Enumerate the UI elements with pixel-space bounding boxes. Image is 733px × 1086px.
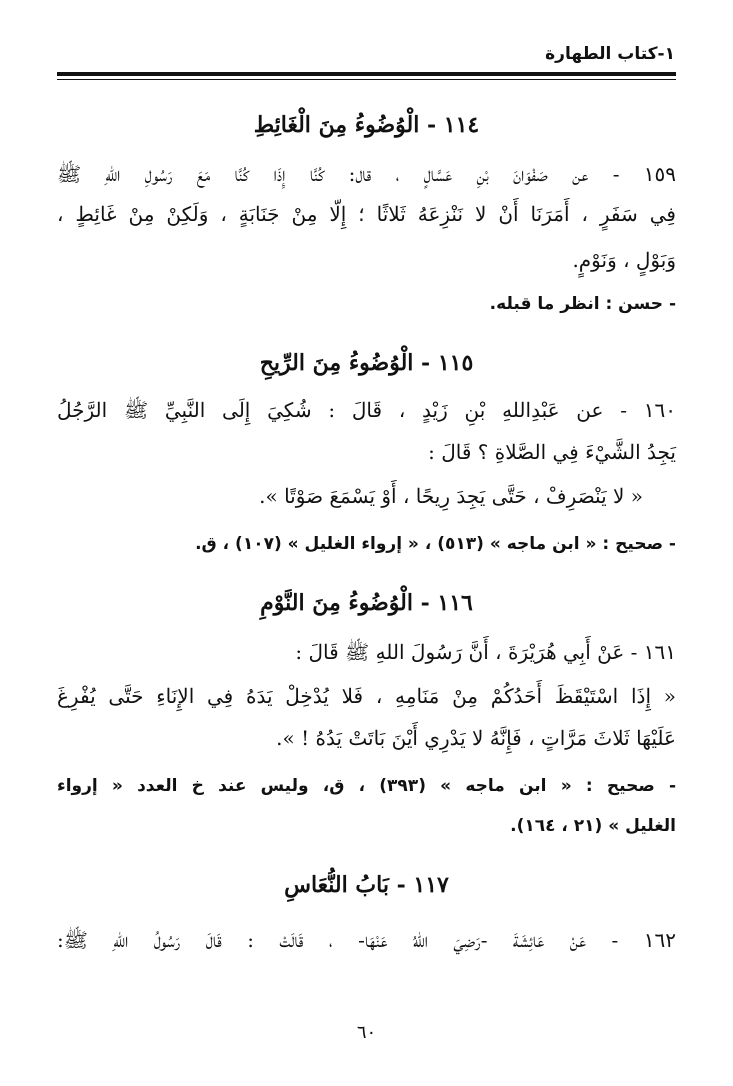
hadith-line: فِي سَفَرٍ ، أَمَرَنَا أَنْ لا نَنْزِعَهُ ثَلاثًا ؛ إِلّا مِنْ جَنَابَةٍ ، وَلَكِنْ مِنْ غَائِطٍ ، [57, 202, 676, 226]
hadith-line: « لا يَنْصَرِفْ ، حَتَّى يَجِدَ رِيحًا ، أَوْ يَسْمَعَ صَوْتًا ». [259, 484, 643, 508]
grading-line: - حسن : انظر ما قبله. [489, 294, 676, 314]
hadith-line: يَجِدُ الشَّيْءَ فِي الصَّلاةِ ؟ قَالَ : [428, 440, 676, 464]
hadith-line: ١٦١ - عَنْ أَبِي هُرَيْرَةَ ، أَنَّ رَسُولَ اللهِ ﷺ قَالَ : [295, 640, 676, 664]
grading-line: الغليل » (٢١ ، ١٦٤). [510, 816, 676, 836]
hadith-line: ١٥٩ - عن صَفْوَانَ بْنِ عَسَّالٍ ، قال: كُنَّا إِذَا كُنَّا مَعَ رَسُولِ اللهِ ﷺ [57, 162, 676, 186]
grading-line: - صحيح : « ابن ماجه » (٣٩٣) ، ق، وليس عند خ العدد « إرواء [57, 776, 677, 796]
section-heading: ١١٤ - الْوُضُوءُ مِنَ الْغَائِطِ [253, 112, 480, 138]
hadith-line: ١٦٠ - عن عَبْدِاللهِ بْنِ زَيْدٍ ، قَالَ : شُكِيَ إِلَى النَّبِيِّ ﷺ الرَّجُلُ [57, 398, 676, 422]
page-number: ٦٠ [356, 1022, 377, 1043]
running-head: ١-كتاب الطهارة [545, 44, 675, 64]
section-heading: ١١٧ - بَابُ النُّعَاسِ [284, 872, 449, 898]
hadith-line: ١٦٢ - عَنْ عَائِشَةَ -رَضِيَ اللهُ عَنْهَا- ، قَالَتْ : قَالَ رَسُولُ اللهِ ﷺ: [57, 928, 676, 952]
section-heading: ١١٥ - الْوُضُوءُ مِنَ الرِّيحِ [259, 350, 474, 376]
hadith-line: « إِذَا اسْتَيْقَظَ أَحَدُكُمْ مِنْ مَنَامِهِ ، فَلا يُدْخِلْ يَدَهُ فِي الإِنَاءِ حَتَّى يُفْرِغَ [57, 684, 676, 708]
hadith-line: وَبَوْلٍ ، وَنَوْمٍ. [572, 248, 676, 272]
header-rule-thin [57, 79, 676, 80]
hadith-line: عَلَيْهَا ثَلاثَ مَرَّاتٍ ، فَإِنَّهُ لا يَدْرِي أَيْنَ بَاتَتْ يَدُهُ ! ». [276, 726, 676, 750]
grading-line: - صحيح : « ابن ماجه » (٥١٣) ، « إرواء الغليل » (١٠٧) ، ق. [195, 534, 676, 554]
header-rule-thick [57, 72, 676, 76]
section-heading: ١١٦ - الْوُضُوءُ مِنَ النَّوْمِ [260, 590, 473, 616]
